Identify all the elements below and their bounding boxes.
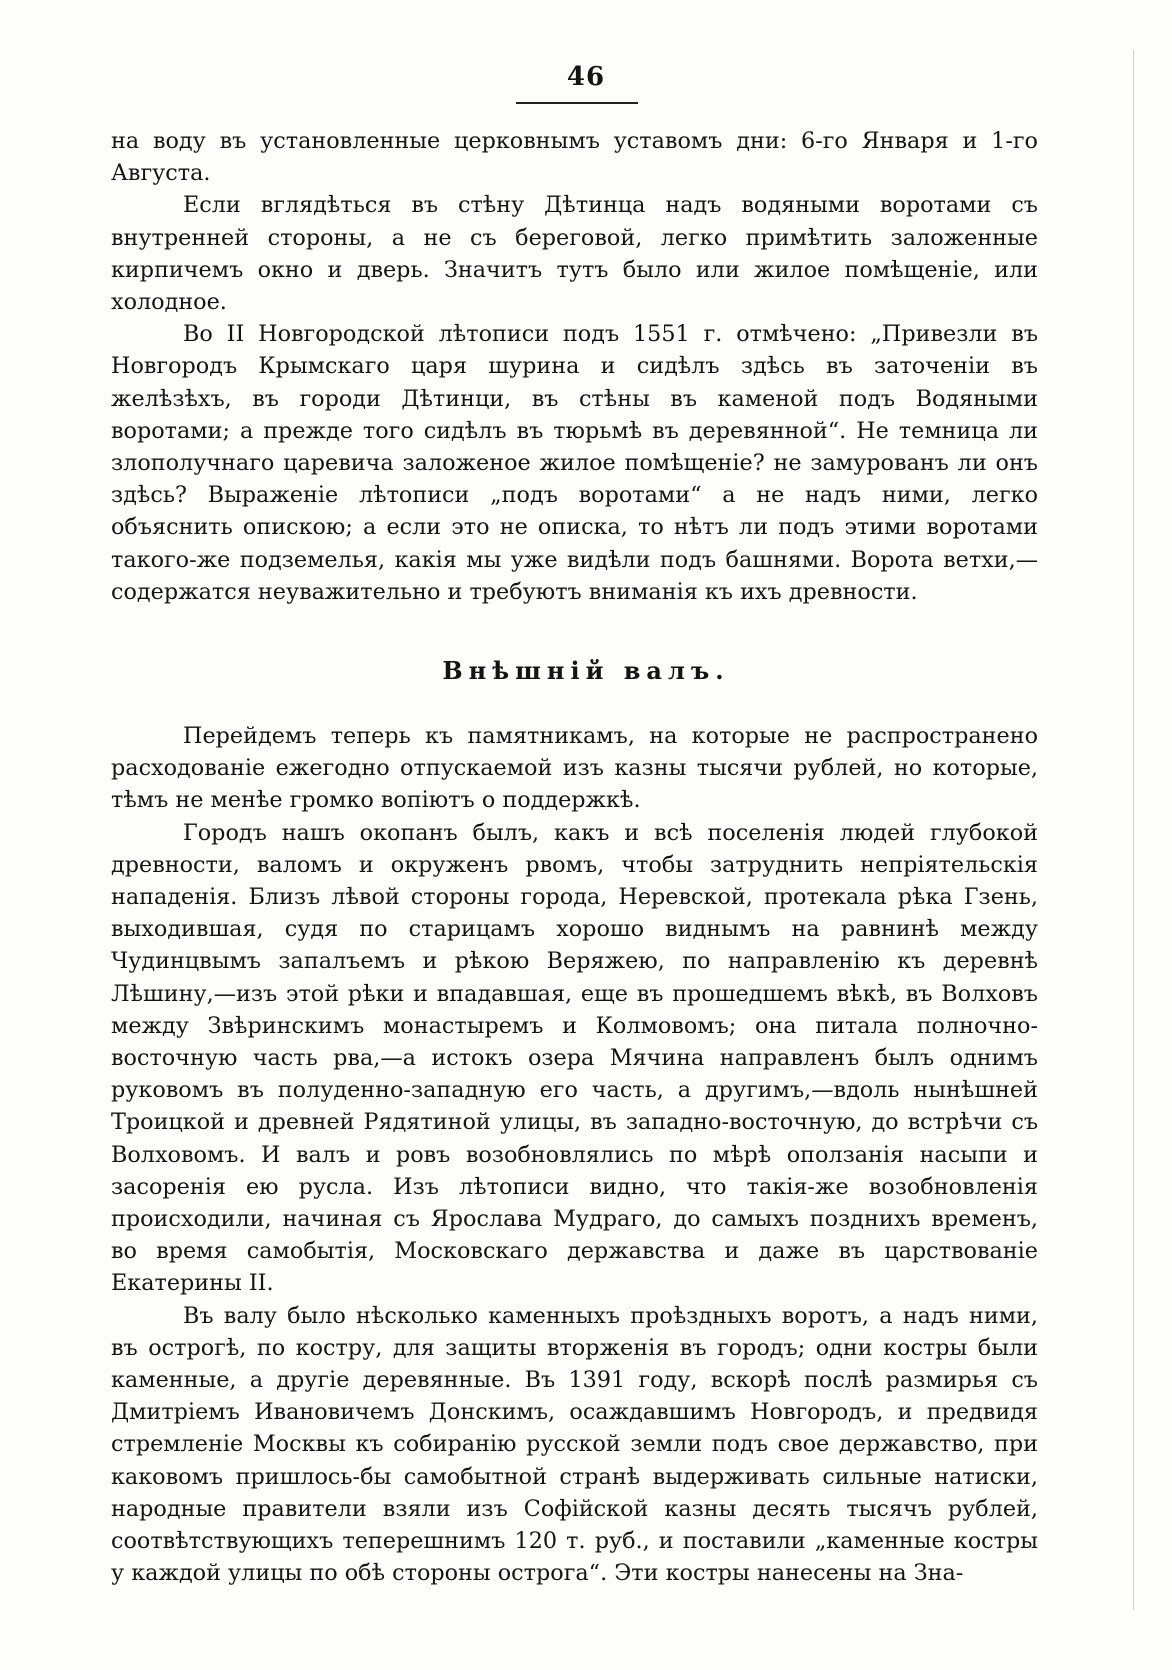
text-block-before-heading	[111, 125, 1038, 608]
paragraph: Если вглядѣться въ стѣну Дѣтинца надъ водяными воротами съ внутренней стороны, а не съ береговой, легко примѣтить заложенные кирпичемъ окно и дверь. Значитъ тутъ было или жилое помѣщеніе, или холодное.	[111, 192, 1038, 316]
section-heading: Внѣшній валъ.	[442, 656, 730, 685]
paragraph: Во II Новгородской лѣтописи подъ 1551 г. отмѣчено: „Привезли въ Новгородъ Крымскаго царя шурина и сидѣлъ здѣсь въ заточеніи въ желѣзѣхъ, въ городи Дѣтинци, въ стѣны въ каменой подъ Водяными воротами; а прежде того сидѣлъ въ тюрьмѣ въ деревянной“. Не темница ли злополучнаго царевича заложеное жилое помѣщеніе? не замурованъ ли онъ здѣсь? Выраженіе лѣтописи „подъ воротами“ а не надъ ними, легко объяснить опискою; а если это не описка, то нѣтъ ли подъ этими воротами такого-же подземелья, какія мы уже видѣли подъ башнями. Ворота ветхи,—содержатся неуважительно и требуютъ вниманія къ ихъ древности.	[111, 321, 1038, 605]
paragraph: Въ валу было нѣсколько каменныхъ проѣздныхъ воротъ, а надъ ними, въ острогѣ, по костру, для защиты вторженія въ городъ; одни костры были каменные, а другіе деревянные. Въ 1391 году, вскорѣ послѣ размирья съ Дмитріемъ Ивановичемъ Донскимъ, осаждавшимъ Новгородъ, и предвидя стремленіе Москвы къ собиранію русской земли подъ свое державство, при каковомъ пришлось-бы самобытной странѣ выдерживать сильные натиски, народные правители взяли изъ Софійской казны десять тысячъ рублей, соотвѣтствующихъ теперешнимъ 120 т. руб., и поставили „каменные костры у каждой улицы по обѣ стороны острога“. Эти костры нанесены на Зна-	[111, 1302, 1038, 1587]
paragraph: Перейдемъ теперь къ памятникамъ, на которые не распространено расходованіе ежегодно отпускаемой изъ казны тысячи рублей, но которые, тѣмъ не менѣе громко вопіютъ о поддержкѣ.	[111, 723, 1038, 814]
page-number: 46	[566, 62, 606, 92]
page-number-rule	[516, 102, 638, 104]
paragraph: Городъ нашъ окопанъ былъ, какъ и всѣ поселенія людей глубокой древности, валомъ и окруженъ рвомъ, чтобы затруднить непріятельскія нападенія. Близъ лѣвой стороны города, Неревской, протекала рѣка Гзень, выходившая, судя по старицамъ хорошо виднымъ на равнинѣ между Чудинцвымъ запалъемъ и рѣкою Веряжею, по направленію къ деревнѣ Лѣшину,—изъ этой рѣки и впадавшая, еще въ прошедшемъ вѣкѣ, въ Волховъ между Звѣринскимъ монастыремъ и Колмовомъ; она питала полночно-восточную часть рва,—а истокъ озера Мячина направленъ былъ однимъ руковомъ въ полуденно-западную его часть, а другимъ,—вдоль нынѣшней Троицкой и древней Рядятиной улицы, въ западно-восточную, до встрѣчи съ Волховомъ. И валъ и ровъ возобновлялись по мѣрѣ оползанія насыпи и засоренія ею русла. Изъ лѣтописи видно, что такія-же возобновленія происходили, начиная съ Ярослава Мудраго, до самыхъ позднихъ временъ, во время самобытія, Московскаго державства и даже въ царствованіе Екатерины II.	[111, 819, 1038, 1297]
text-block-after-heading	[111, 720, 1038, 1589]
page-edge-line	[1133, 50, 1134, 1610]
paragraph: на воду въ установленные церковнымъ уставомъ дни: 6-го Января и 1-го Августа.	[111, 128, 1038, 187]
